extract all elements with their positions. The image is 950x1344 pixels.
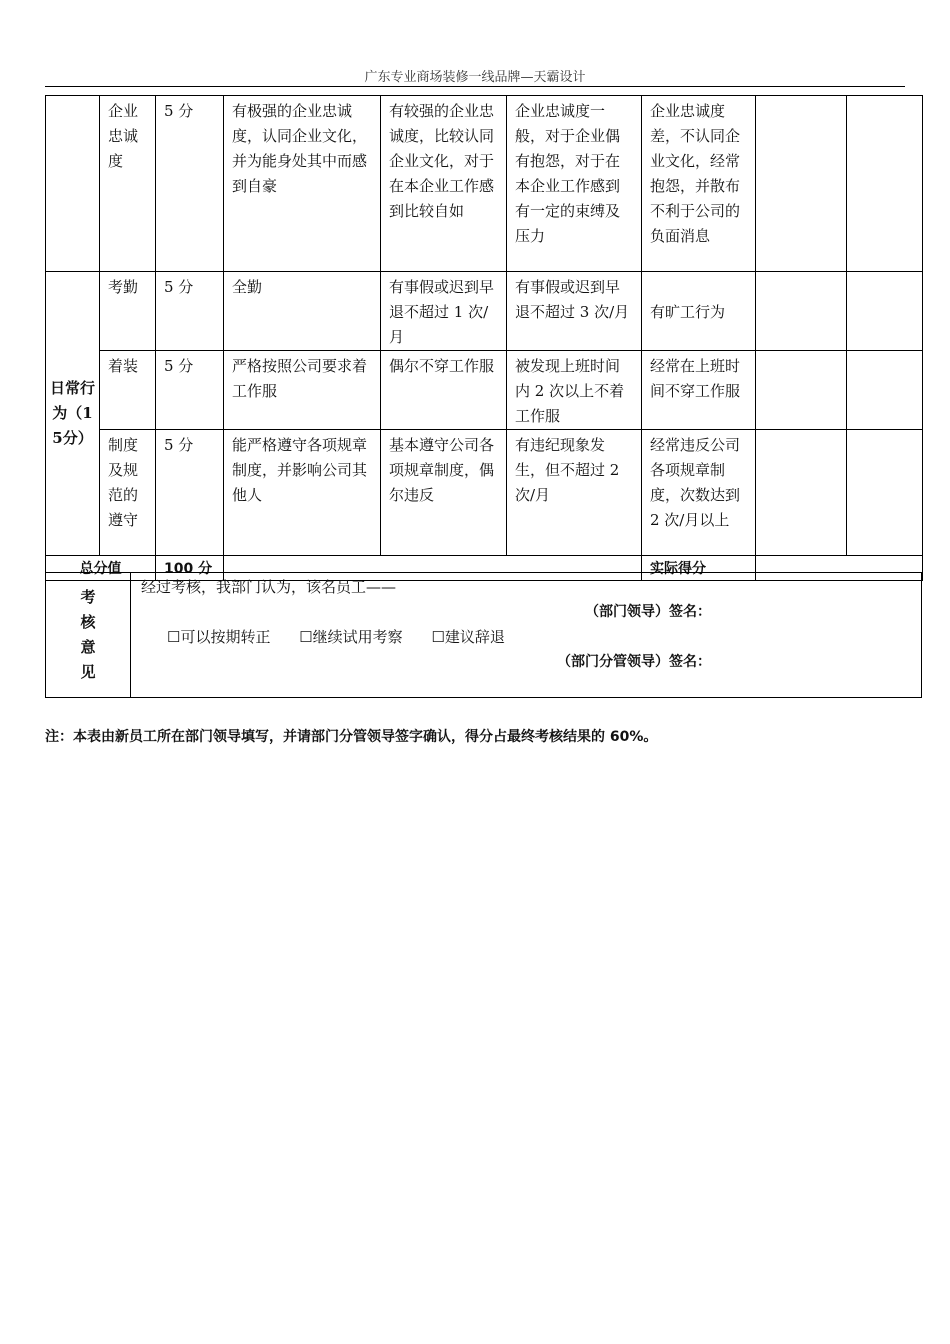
item-cell: 企业忠诚度 xyxy=(100,96,156,272)
level-fair-cell: 有事假或迟到早退不超过 3 次/月 xyxy=(507,272,642,351)
table-row xyxy=(46,272,923,351)
score-cell: 5 分 xyxy=(156,96,224,272)
table-row xyxy=(46,430,923,556)
category-cell-blank xyxy=(46,96,100,272)
score-cell: 5 分 xyxy=(156,351,224,430)
item-cell: 制度及规范的遵守 xyxy=(100,430,156,556)
level-fair-cell: 企业忠诚度一般，对于企业偶有抱怨，对于在本企业工作感到有一定的束缚及压力 xyxy=(507,96,642,272)
evaluation-table xyxy=(45,95,923,581)
score-cell: 5 分 xyxy=(156,430,224,556)
review-label-text: 考核意见 xyxy=(80,588,96,681)
review-body xyxy=(131,573,922,698)
blank-cell xyxy=(756,96,847,272)
level-excellent-cell: 全勤 xyxy=(224,272,381,351)
blank-cell xyxy=(847,96,923,272)
option-confirm-checkbox[interactable]: ☐可以按期转正 xyxy=(167,628,271,646)
total-value: 100 分 xyxy=(156,556,224,581)
table-row xyxy=(46,96,923,272)
review-label xyxy=(46,573,131,698)
header-rule xyxy=(45,86,905,87)
footnote: 注：本表由新员工所在部门领导填写，并请部门分管领导签字确认，得分占最终考核结果的 60%。 xyxy=(45,729,658,745)
level-poor-cell: 经常在上班时间不穿工作服 xyxy=(642,351,756,430)
level-fair-cell: 有违纪现象发生，但不超过 2 次/月 xyxy=(507,430,642,556)
level-poor-cell: 企业忠诚度差，不认同企业文化，经常抱怨，并散布不利于公司的负面消息 xyxy=(642,96,756,272)
level-excellent-cell: 有极强的企业忠诚度，认同企业文化，并为能身处其中而感到自豪 xyxy=(224,96,381,272)
level-good-cell: 有事假或迟到早退不超过 1 次/月 xyxy=(381,272,507,351)
dept-leader-signature: （部门领导）签名： xyxy=(585,604,711,620)
level-excellent-cell: 能严格遵守各项规章制度，并影响公司其他人 xyxy=(224,430,381,556)
category-label: 日常行为（15分） xyxy=(46,272,100,556)
option-continue-checkbox[interactable]: ☐继续试用考察 xyxy=(299,628,403,646)
review-section xyxy=(45,572,922,698)
level-poor-cell: 有旷工行为 xyxy=(642,272,756,351)
blank-cell xyxy=(756,272,847,351)
blank-cell xyxy=(847,351,923,430)
level-good-cell: 偶尔不穿工作服 xyxy=(381,351,507,430)
blank-cell xyxy=(847,272,923,351)
blank-cell xyxy=(756,430,847,556)
score-cell: 5 分 xyxy=(156,272,224,351)
option-dismiss-checkbox[interactable]: ☐建议辞退 xyxy=(431,628,505,646)
level-fair-cell: 被发现上班时间内 2 次以上不着工作服 xyxy=(507,351,642,430)
branch-leader-signature: （部门分管领导）签名： xyxy=(557,654,711,670)
item-cell: 着装 xyxy=(100,351,156,430)
level-good-cell: 基本遵守公司各项规章制度，偶尔违反 xyxy=(381,430,507,556)
review-intro: 经过考核，我部门认为，该名员工—— xyxy=(141,578,397,596)
blank-cell xyxy=(756,351,847,430)
level-poor-cell: 经常违反公司各项规章制度，次数达到 2 次/月以上 xyxy=(642,430,756,556)
actual-score-label: 实际得分 xyxy=(642,556,756,581)
total-label: 总分值 xyxy=(46,556,156,581)
page-header: 广东专业商场装修一线品牌—天霸设计 xyxy=(364,70,586,85)
review-options xyxy=(167,626,529,647)
level-excellent-cell: 严格按照公司要求着工作服 xyxy=(224,351,381,430)
blank-cell xyxy=(847,430,923,556)
table-row xyxy=(46,351,923,430)
item-cell: 考勤 xyxy=(100,272,156,351)
level-good-cell: 有较强的企业忠诚度，比较认同企业文化，对于在本企业工作感到比较自如 xyxy=(381,96,507,272)
